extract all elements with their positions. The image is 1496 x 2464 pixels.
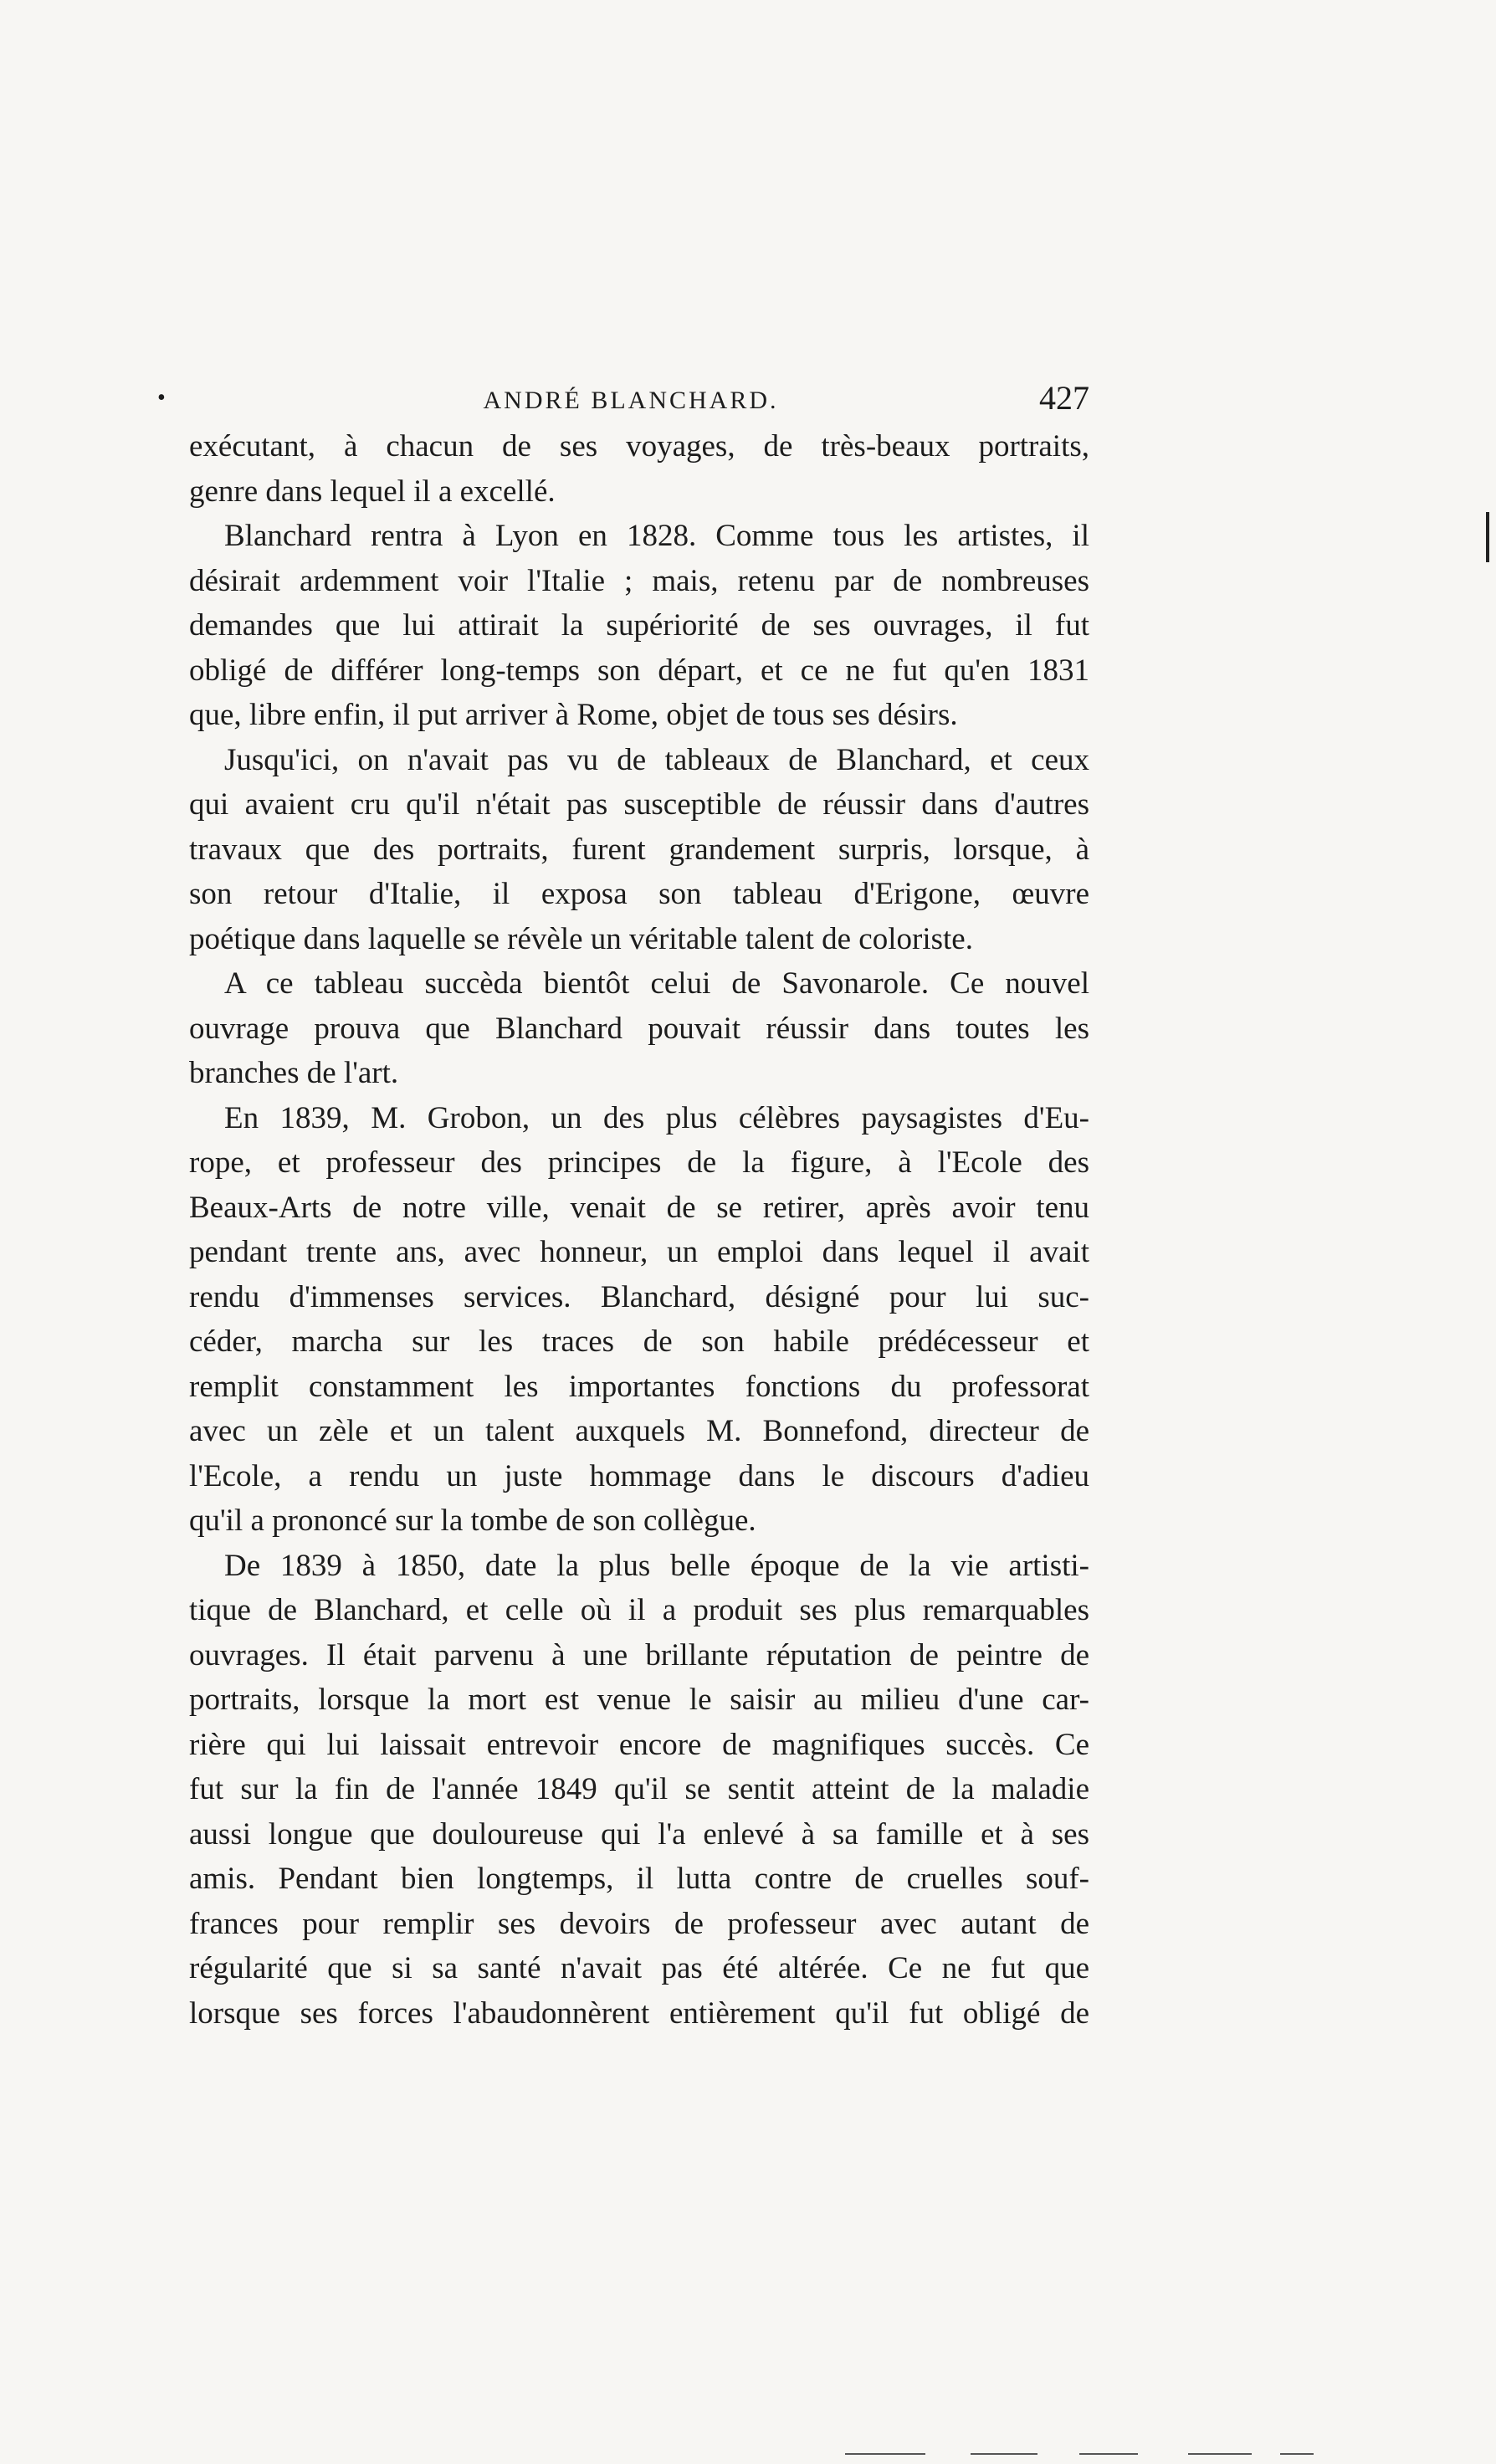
footer-rule — [1280, 2453, 1314, 2455]
text-line: rière qui lui laissait entrevoir encore de magnifiques succès. Ce — [189, 1727, 1089, 1762]
text-line: qu'il a prononcé sur la tombe de son collègue. — [189, 1504, 756, 1538]
text-line: régularité que si sa santé n'avait pas été altérée. Ce ne fut que — [189, 1951, 1089, 1985]
paragraph-start-line: Blanchard rentra à Lyon en 1828. Comme tous les artistes, il — [224, 519, 1089, 553]
running-title: ANDRÉ BLANCHARD. — [483, 387, 779, 414]
text-line: fut sur la fin de l'année 1849 qu'il se sentit atteint de la maladie — [189, 1772, 1089, 1806]
text-line: exécutant, à chacun de ses voyages, de très-beaux portraits, — [189, 429, 1089, 464]
page-number: 427 — [1039, 379, 1089, 417]
paragraph-start-line: A ce tableau succèda bientôt celui de Savonarole. Ce nouvel — [224, 966, 1089, 1001]
text-line: avec un zèle et un talent auxquels M. Bonnefond, directeur de — [189, 1414, 1089, 1448]
text-line: son retour d'Italie, il exposa son tableau d'Erigone, œuvre — [189, 877, 1089, 911]
footer-rule — [1079, 2453, 1138, 2455]
body-text — [189, 424, 1089, 2036]
text-line: l'Ecole, a rendu un juste hommage dans le discours d'adieu — [189, 1458, 1089, 1493]
footer-rule — [971, 2453, 1037, 2455]
text-line: frances pour remplir ses devoirs de professeur avec autant de — [189, 1906, 1089, 1941]
header-mark: • — [157, 385, 166, 411]
text-line: genre dans lequel il a excellé. — [189, 474, 556, 509]
text-line: poétique dans laquelle se révèle un véritable talent de coloriste. — [189, 921, 973, 956]
paragraph-start-line: En 1839, M. Grobon, un des plus célèbres paysagistes d'Eu- — [224, 1100, 1089, 1135]
text-line: que, libre enfin, il put arriver à Rome, objet de tous ses désirs. — [189, 698, 958, 732]
text-line: rendu d'immenses services. Blanchard, désigné pour lui suc- — [189, 1279, 1089, 1314]
paragraph-start-line: Jusqu'ici, on n'avait pas vu de tableaux de Blanchard, et ceux — [224, 742, 1089, 777]
footer-rule — [1188, 2453, 1252, 2455]
text-line: amis. Pendant bien longtemps, il lutta contre de cruelles souf- — [189, 1862, 1089, 1896]
text-line: portraits, lorsque la mort est venue le saisir au milieu d'une car- — [189, 1683, 1089, 1717]
text-line: qui avaient cru qu'il n'était pas susceptible de réussir dans d'autres — [189, 787, 1089, 822]
text-line: aussi longue que douloureuse qui l'a enlevé à sa famille et à ses — [189, 1816, 1089, 1852]
text-line: obligé de différer long-temps son départ, et ce ne fut qu'en 1831 — [189, 653, 1089, 688]
text-line: demandes que lui attirait la supériorité de ses ouvrages, il fut — [189, 608, 1089, 643]
text-line: ouvrages. Il était parvenu à une brillante réputation de peintre de — [189, 1637, 1089, 1673]
text-line: désirait ardemment voir l'Italie ; mais, retenu par de nombreuses — [189, 563, 1089, 598]
text-line: rope, et professeur des principes de la figure, à l'Ecole des — [189, 1145, 1089, 1180]
text-line: ouvrage prouva que Blanchard pouvait réussir dans toutes les — [189, 1011, 1089, 1046]
text-line: pendant trente ans, avec honneur, un emploi dans lequel il avait — [189, 1235, 1089, 1269]
text-line: céder, marcha sur les traces de son habile prédécesseur et — [189, 1324, 1089, 1359]
text-line: tique de Blanchard, et celle où il a produit ses plus remarquables — [189, 1593, 1089, 1627]
text-line: remplit constamment les importantes fonctions du professorat — [189, 1369, 1089, 1404]
page-header — [151, 378, 1111, 420]
text-line: travaux que des portraits, furent grandement surpris, lorsque, à — [189, 832, 1089, 867]
text-line: branches de l'art. — [189, 1056, 399, 1090]
footer-rule — [845, 2453, 925, 2455]
margin-mark — [1486, 512, 1489, 562]
paragraph-start-line: De 1839 à 1850, date la plus belle époque de la vie artisti- — [224, 1548, 1089, 1583]
text-line: lorsque ses forces l'abaudonnèrent entièrement qu'il fut obligé de — [189, 1995, 1089, 2031]
text-line: Beaux-Arts de notre ville, venait de se retirer, après avoir tenu — [189, 1190, 1089, 1225]
